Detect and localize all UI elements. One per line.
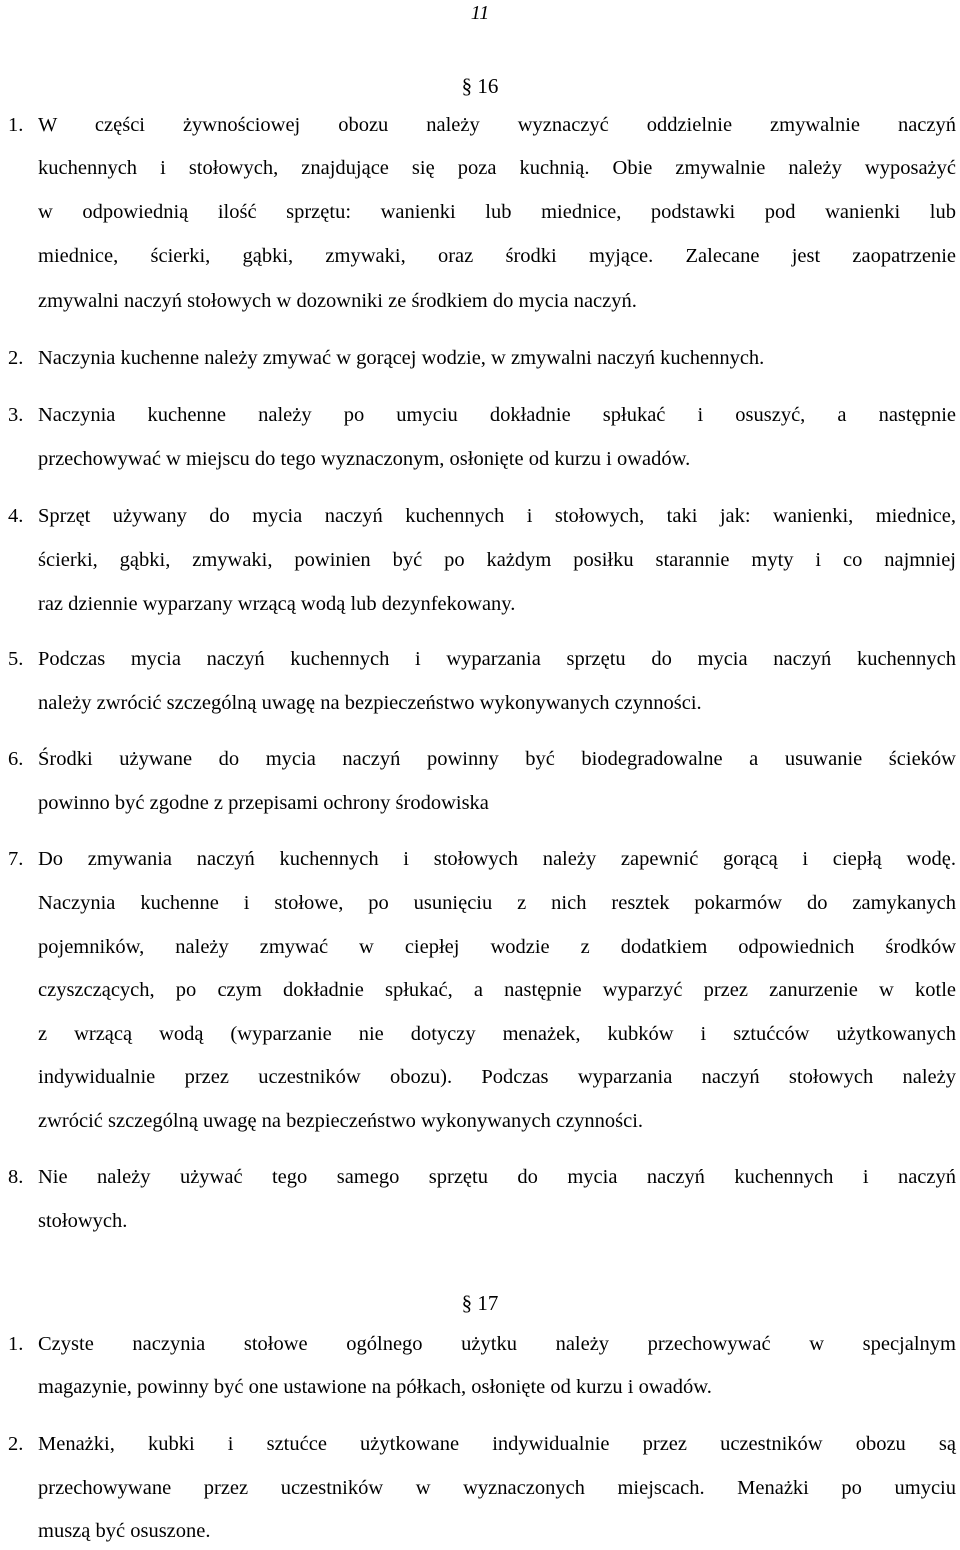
item-line: 2. Naczynia kuchenne należy zmywać w gorącej wodzie, w zmywalni naczyń kuchennych. bbox=[8, 347, 765, 369]
item-line: z wrzącą wodą (wyparzanie nie dotyczy menażek, kubków i sztućców użytkowanych bbox=[38, 1023, 956, 1045]
section-title-16: § 16 bbox=[461, 74, 499, 98]
item-line: 6. Środki używane do mycia naczyń powinny być biodegradowalne a usuwanie ścieków bbox=[8, 748, 956, 770]
page-number: 11 bbox=[470, 2, 490, 24]
item-line: pojemników, należy zmywać w ciepłej wodzie z dodatkiem odpowiednich środków bbox=[38, 936, 956, 958]
item-number: 4. bbox=[8, 505, 24, 527]
item-number: 5. bbox=[8, 648, 24, 670]
item-line: kuchennych i stołowych, znajdujące się poza kuchnią. Obie zmywalnie należy wyposażyć bbox=[38, 157, 956, 179]
section-title-17: § 17 bbox=[461, 1291, 499, 1315]
item-line: miednice, ścierki, gąbki, zmywaki, oraz środki myjące. Zalecane jest zaopatrzenie bbox=[38, 245, 956, 267]
item-line: raz dziennie wyparzany wrzącą wodą lub dezynfekowany. bbox=[38, 593, 516, 615]
item-number: 7. bbox=[8, 848, 24, 870]
item-number: 2. bbox=[8, 347, 24, 369]
item-line: powinno być zgodne z przepisami ochrony środowiska bbox=[38, 792, 489, 814]
item-line: 1. W części żywnościowej obozu należy wyznaczyć oddzielnie zmywalnie naczyń bbox=[8, 114, 956, 136]
item-line: indywidualnie przez uczestników obozu). Podczas wyparzania naczyń stołowych należy bbox=[38, 1066, 956, 1088]
item-number: 3. bbox=[8, 404, 24, 426]
item-number: 8. bbox=[8, 1166, 24, 1188]
item-line: 4. Sprzęt używany do mycia naczyń kuchennych i stołowych, taki jak: wanienki, miednice, bbox=[8, 505, 956, 527]
item-line: 7. Do zmywania naczyń kuchennych i stołowych należy zapewnić gorącą i ciepłą wodę. bbox=[8, 848, 956, 870]
item-line: w odpowiednią ilość sprzętu: wanienki lub miednice, podstawki pod wanienki lub bbox=[38, 201, 956, 223]
item-line: stołowych. bbox=[38, 1210, 128, 1232]
item-line: przechowywane przez uczestników w wyznaczonych miejscach. Menażki po umyciu bbox=[38, 1477, 956, 1499]
item-line: 1. Czyste naczynia stołowe ogólnego użytku należy przechowywać w specjalnym bbox=[8, 1333, 956, 1355]
item-line: ścierki, gąbki, zmywaki, powinien być po każdym posiłku starannie myty i co najmniej bbox=[38, 549, 956, 571]
item-line: zwrócić szczególną uwagę na bezpieczeństwo wykonywanych czynności. bbox=[38, 1110, 644, 1132]
item-line: zmywalni naczyń stołowych w dozowniki ze środkiem do mycia naczyń. bbox=[38, 290, 637, 312]
item-line: magazynie, powinny być one ustawione na półkach, osłonięte od kurzu i owadów. bbox=[38, 1376, 712, 1398]
item-line: Naczynia kuchenne i stołowe, po usunięciu z nich resztek pokarmów do zamykanych bbox=[38, 892, 956, 914]
item-number: 1. bbox=[8, 1333, 24, 1355]
item-line: należy zwrócić szczególną uwagę na bezpieczeństwo wykonywanych czynności. bbox=[38, 692, 702, 714]
item-line: 3. Naczynia kuchenne należy po umyciu dokładnie spłukać i osuszyć, a następnie bbox=[8, 404, 956, 426]
item-line: 5. Podczas mycia naczyń kuchennych i wyparzania sprzętu do mycia naczyń kuchennych bbox=[8, 648, 956, 670]
item-number: 6. bbox=[8, 748, 24, 770]
item-line: 2. Menażki, kubki i sztućce użytkowane indywidualnie przez uczestników obozu są bbox=[8, 1433, 956, 1455]
item-line: przechowywać w miejscu do tego wyznaczonym, osłonięte od kurzu i owadów. bbox=[38, 448, 691, 470]
item-line: 8. Nie należy używać tego samego sprzętu do mycia naczyń kuchennych i naczyń bbox=[8, 1166, 956, 1188]
item-line: muszą być osuszone. bbox=[38, 1520, 211, 1542]
item-number: 2. bbox=[8, 1433, 24, 1455]
item-line: czyszczących, po czym dokładnie spłukać, a następnie wyparzyć przez zanurzenie w kotle bbox=[38, 979, 956, 1001]
item-number: 1. bbox=[8, 114, 24, 136]
